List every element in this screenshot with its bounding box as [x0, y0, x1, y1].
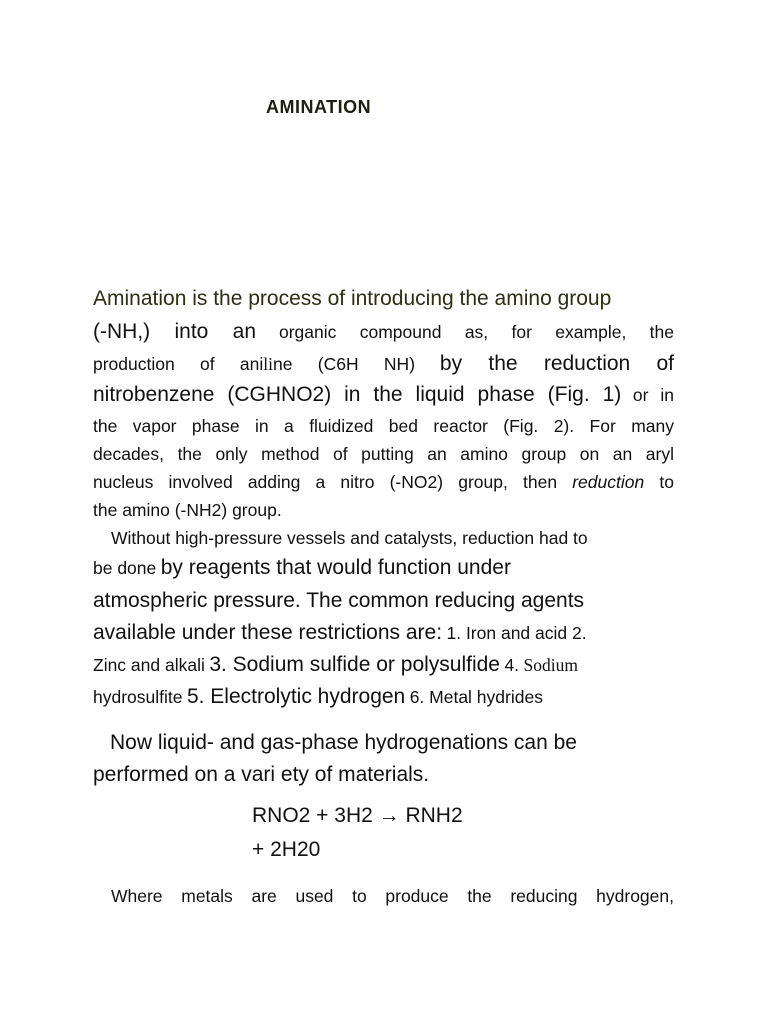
p1-line-6: [93, 444, 674, 465]
p1-line-6-text: decades, the only method of putting an amino group on an aryl: [93, 444, 674, 464]
p2-line-6-b: 5. Electrolytic hydrogen: [186, 685, 406, 708]
p1-line-8: [93, 500, 674, 521]
p2-line-5-b: 3. Sodium sulfide or polysulfide: [209, 653, 500, 676]
p2-line-5-a: Zinc and alkali: [93, 655, 205, 675]
p1-line-2-b: organic compound as, for example, the: [278, 322, 674, 342]
p1-line-3-d: by the reduction of: [439, 352, 675, 375]
p3-line-2-text: performed on a vari ety of materials.: [93, 763, 430, 786]
p2-line-6: [93, 685, 674, 709]
p1-line-3-a: [93, 354, 415, 374]
p2-line-4-a: available under these restrictions are:: [93, 621, 443, 644]
p2-line-4: [93, 621, 674, 645]
p1-line-3-a-text: production of ani: [93, 354, 264, 374]
p1-line-1: [93, 287, 674, 311]
p1-line-2-a: (-NH,) into an: [93, 320, 257, 343]
equation-line-2: + 2H20: [252, 838, 321, 861]
p2-line-6-c: 6. Metal hydrides: [409, 687, 543, 707]
p1-line-7-italic: reduction: [572, 472, 645, 492]
p2-line-5-serif: Sodium: [523, 655, 578, 675]
p1-line-4-a: nitrobenzene (CGHNO2) in the liquid phase (Fig. 1): [93, 383, 622, 406]
p1-line-3-serif: li: [263, 354, 274, 374]
p4-line-1: [111, 886, 674, 907]
p1-line-7: [93, 472, 674, 493]
p2-line-6-a: hydrosulfite: [93, 687, 183, 707]
p1-line-4-b: or in: [632, 385, 675, 405]
p2-line-2-a: be done: [93, 558, 157, 578]
p1-line-2: [93, 320, 674, 344]
p2-line-4-b: 1. Iron and acid 2.: [446, 623, 587, 643]
p1-line-3-c-text: ne (C6H NH): [273, 354, 416, 374]
p2-line-5-c: 4.: [504, 655, 520, 675]
p3-line-1-text: Now liquid- and gas-phase hydrogenations can be: [110, 731, 577, 754]
p2-line-2: [93, 556, 674, 580]
p2-line-3-text: atmospheric pressure. The common reducing agents: [93, 589, 585, 612]
page-title: AMINATION: [266, 97, 372, 117]
p2-line-5: [93, 653, 674, 677]
p1-line-5: [93, 416, 674, 437]
p1-line-4: [93, 383, 674, 407]
p2-line-2-b: by reagents that would function under: [160, 556, 511, 579]
p1-line-8-text: the amino (-NH2) group.: [93, 500, 282, 520]
p2-line-1-text: Without high-pressure vessels and catalysts, reduction had to: [111, 528, 588, 548]
p1-line-1-text: Amination is the process of introducing the amino group: [93, 287, 612, 310]
p1-line-3: [93, 352, 674, 376]
p1-line-7-a: nucleus involved adding a nitro (-NO2) group, then: [93, 472, 558, 492]
equation-line-1: RNO2 + 3H2 → RNH2: [252, 804, 463, 827]
p3-line-1: [110, 731, 691, 755]
p2-line-1: [111, 528, 657, 549]
p3-line-2: [93, 763, 674, 787]
p4-line-1-text: Where metals are used to produce the reducing hydrogen,: [111, 886, 674, 906]
p1-line-7-c: to: [659, 472, 674, 492]
p2-line-3: [93, 589, 674, 613]
p1-line-5-text: the vapor phase in a fluidized bed reactor (Fig. 2). For many: [93, 416, 674, 436]
